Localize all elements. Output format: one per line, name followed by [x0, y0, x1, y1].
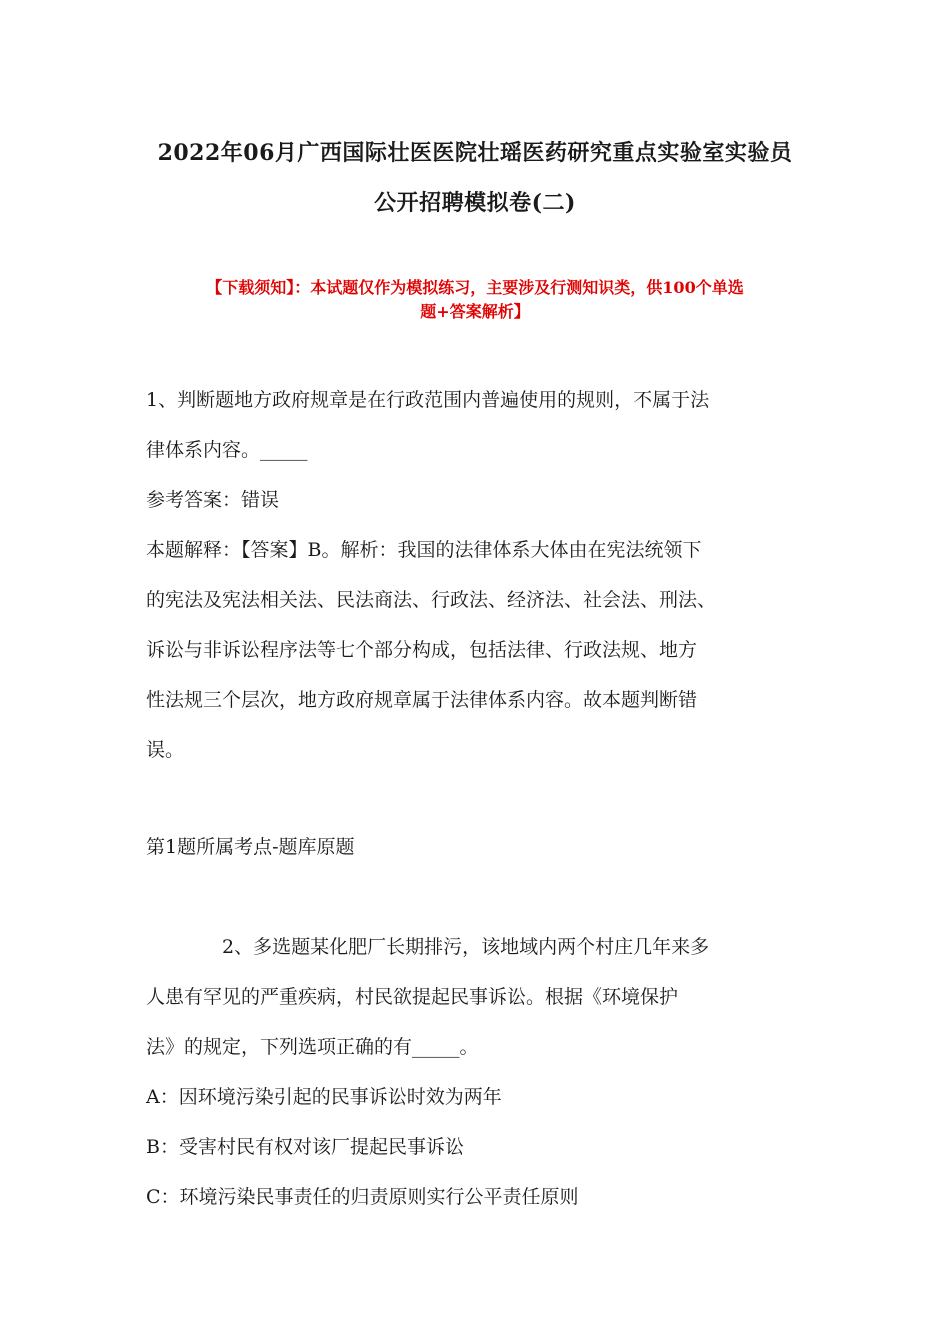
question-2	[146, 922, 816, 1222]
question-1-line: 律体系内容。_____	[146, 439, 308, 461]
question-2-line: 法》的规定，下列选项正确的有_____。	[146, 1036, 479, 1058]
title-line-1: 2022年06月广西国际壮医医院壮瑶医药研究重点实验室实验员	[157, 140, 793, 166]
download-notice	[140, 276, 810, 324]
question-2-line: 人患有罕见的严重疾病，村民欲提起民事诉讼。根据《环境保护	[146, 986, 679, 1008]
question-1-line: 1、判断题地方政府规章是在行政范围内普遍使用的规则，不属于法	[146, 389, 710, 411]
question-1-explanation-line: 诉讼与非诉讼程序法等七个部分构成，包括法律、行政法规、地方	[146, 639, 698, 661]
question-2-option-a: A：因环境污染引起的民事诉讼时效为两年	[146, 1086, 502, 1108]
question-1-explanation-line: 的宪法及宪法相关法、民法商法、行政法、经济法、社会法、刑法、	[146, 589, 717, 611]
question-1-topic	[146, 822, 816, 872]
notice-line-1: 【下载须知】：本试题仅作为模拟练习，主要涉及行测知识类，供100个单选	[206, 278, 744, 297]
question-1-explanation-line: 本题解释：【答案】B。解析：我国的法律体系大体由在宪法统领下	[146, 539, 702, 561]
title-line-2: 公开招聘模拟卷(二)	[374, 190, 576, 216]
question-1-topic-text: 第1题所属考点-题库原题	[146, 836, 355, 858]
question-1-explanation-line: 误。	[146, 739, 185, 761]
question-2-option-c: C：环境污染民事责任的归责原则实行公平责任原则	[146, 1186, 579, 1208]
document-title	[130, 128, 820, 228]
question-1-explanation-line: 性法规三个层次，地方政府规章属于法律体系内容。故本题判断错	[146, 689, 698, 711]
question-2-line: 2、多选题某化肥厂长期排污，该地域内两个村庄几年来多	[146, 936, 710, 958]
question-1	[146, 375, 816, 775]
notice-line-2: 题+答案解析】	[420, 302, 530, 321]
question-2-option-b: B：受害村民有权对该厂提起民事诉讼	[146, 1136, 464, 1158]
question-1-answer: 参考答案：错误	[146, 489, 280, 511]
